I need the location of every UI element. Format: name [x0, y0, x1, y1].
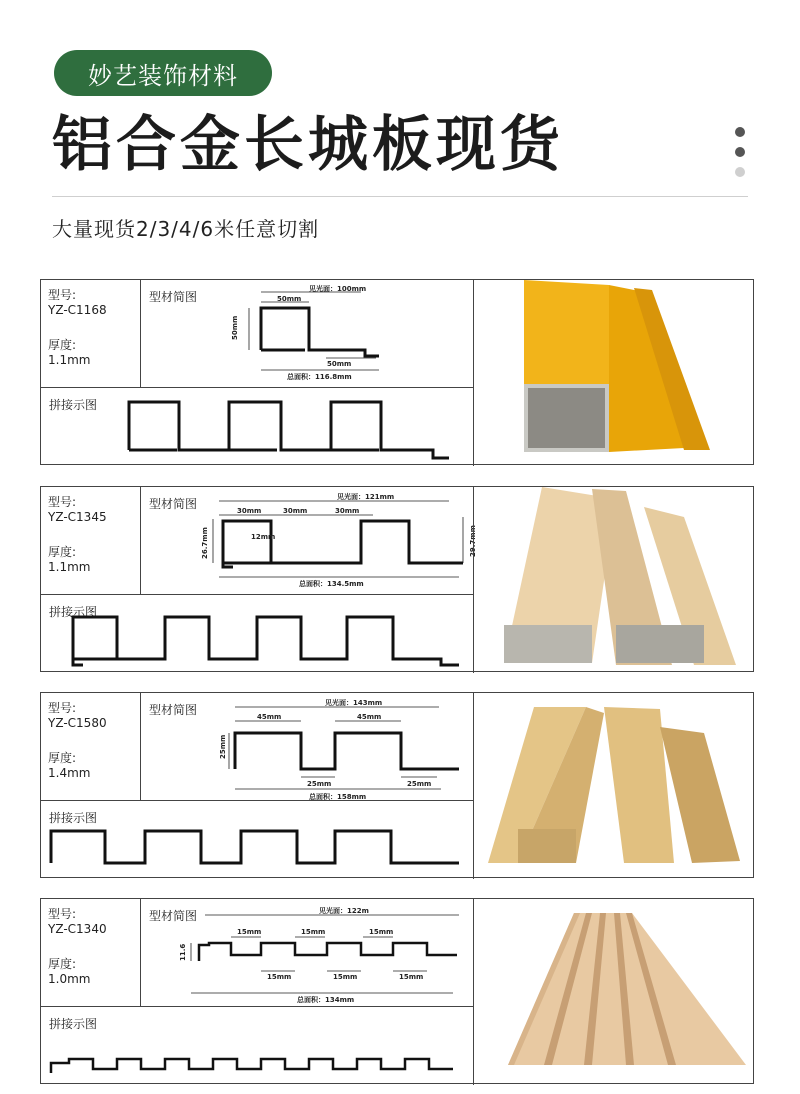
dot-icon: [735, 147, 745, 157]
spec-info: [41, 899, 141, 1007]
divider: [52, 196, 748, 197]
brand-badge: [54, 50, 272, 96]
spec-info: [41, 693, 141, 801]
dim-a: 30mm: [237, 507, 262, 515]
spec-info: [41, 280, 141, 388]
joining-drawing: [41, 1007, 473, 1085]
joining-diagram: [41, 1007, 473, 1085]
thickness-value: 1.1mm: [48, 560, 91, 574]
dim-height: 11.6: [179, 943, 187, 961]
subtitle: 大量现货2/3/4/6米任意切割: [52, 217, 320, 241]
joining-label: 拼接示图: [49, 605, 98, 619]
dim-total: 总面积：158mm: [309, 793, 367, 801]
model-label: 型号:: [48, 907, 77, 921]
joining-diagram: [41, 388, 473, 466]
product-photo-image: [474, 487, 756, 673]
dim-top: 50mm: [277, 295, 302, 303]
dim-visible: 见光面：121mm: [337, 493, 395, 501]
profile-drawing: [141, 487, 477, 595]
brand-name: 妙艺装饰材料: [88, 61, 238, 90]
dim-h1: 26.7mm: [201, 527, 209, 559]
dim-c: 25mm: [307, 780, 332, 788]
dim-c: 30mm: [335, 507, 360, 515]
dim-a: 45mm: [257, 713, 282, 721]
dim-total: 总面积：134.5mm: [299, 580, 364, 588]
profile-diagram: [141, 280, 473, 388]
model-label: 型号:: [48, 701, 77, 715]
dim-d: 15mm: [267, 973, 292, 981]
model-value: YZ-C1168: [48, 303, 107, 317]
joining-diagram: [41, 595, 473, 673]
model-value: YZ-C1580: [48, 716, 107, 730]
thickness-value: 1.0mm: [48, 972, 91, 986]
dim-d: 25mm: [407, 780, 432, 788]
thickness-value: 1.4mm: [48, 766, 91, 780]
product-card-c1168: [40, 279, 754, 465]
dim-visible: 见光面：122m: [319, 907, 369, 915]
product-photo-image: [474, 280, 756, 466]
dim-visible: 见光面：143mm: [325, 699, 383, 707]
dim-f: 15mm: [399, 973, 424, 981]
model-value: YZ-C1345: [48, 510, 107, 524]
joining-label: 拼接示图: [49, 398, 98, 412]
joining-drawing: [41, 801, 473, 879]
profile-drawing: [141, 693, 473, 801]
dim-height: 25mm: [219, 734, 227, 759]
product-photo: [473, 487, 755, 673]
model-value: YZ-C1340: [48, 922, 107, 936]
product-card-c1340: [40, 898, 754, 1084]
model-label: 型号:: [48, 495, 77, 509]
drawing-label: 型材简图: [149, 703, 198, 717]
dim-e: 15mm: [333, 973, 358, 981]
dot-icon: [735, 127, 745, 137]
product-photo-image: [474, 899, 756, 1085]
dim-a: 15mm: [237, 928, 262, 936]
dim-total: 总面积：134mm: [297, 996, 355, 1004]
drawing-label: 型材简图: [149, 497, 198, 511]
joining-label: 拼接示图: [49, 1017, 98, 1031]
dim-total: 总面积：116.8mm: [287, 373, 352, 381]
dim-h2: 29.7mm: [469, 525, 477, 557]
product-card-c1580: [40, 692, 754, 878]
joining-label: 拼接示图: [49, 811, 98, 825]
joining-diagram: [41, 801, 473, 879]
dim-b: 30mm: [283, 507, 308, 515]
dots-icon: [735, 127, 745, 187]
thickness-label: 厚度:: [48, 751, 77, 765]
dim-b: 45mm: [357, 713, 382, 721]
dim-bottom: 50mm: [327, 360, 352, 368]
spec-info: [41, 487, 141, 595]
thickness-label: 厚度:: [48, 338, 77, 352]
product-photo: [473, 280, 755, 466]
profile-diagram: [141, 487, 477, 595]
product-photo: [473, 899, 755, 1085]
dim-c: 15mm: [369, 928, 394, 936]
model-label: 型号:: [48, 288, 77, 302]
profile-drawing: [141, 280, 473, 388]
product-photo-image: [474, 693, 756, 879]
profile-diagram: [141, 693, 473, 801]
drawing-label: 型材简图: [149, 290, 198, 304]
thickness-label: 厚度:: [48, 957, 77, 971]
product-photo: [473, 693, 755, 879]
dot-icon: [735, 167, 745, 177]
dim-height: 50mm: [231, 315, 239, 340]
profile-diagram: [141, 899, 473, 1007]
drawing-label: 型材简图: [149, 909, 198, 923]
product-card-c1345: [40, 486, 754, 672]
joining-drawing: [41, 595, 473, 673]
dim-visible: 见光面：100mm: [309, 285, 367, 293]
joining-drawing: [41, 388, 473, 466]
dim-b: 15mm: [301, 928, 326, 936]
thickness-label: 厚度:: [48, 545, 77, 559]
page-title: 铝合金长城板现货: [52, 110, 564, 180]
thickness-value: 1.1mm: [48, 353, 91, 367]
profile-drawing: [141, 899, 473, 1007]
dim-inner: 12mm: [251, 533, 276, 541]
